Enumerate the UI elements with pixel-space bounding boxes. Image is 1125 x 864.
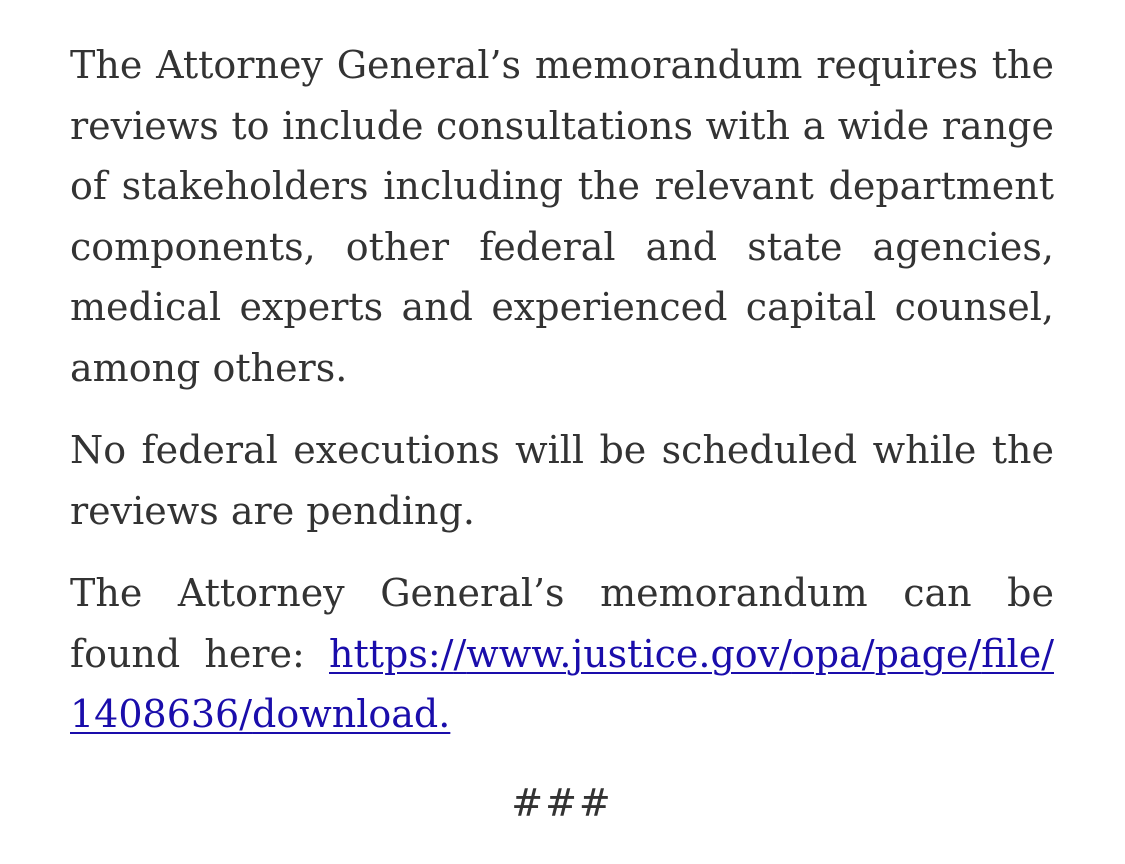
- paragraph-executions-pending: No federal executions will be scheduled while the reviews are pending.: [70, 428, 1054, 533]
- memorandum-link-intro: The Attorney General’s memorandum can be found here:: [70, 571, 1054, 676]
- paragraph-review-consultations: The Attorney General’s memorandum requires the reviews to include consultations with a wide range of stakeholders including the relevant department components, other federal and state agencies, medical experts and experienced capital counsel, among others.: [70, 43, 1054, 390]
- memorandum-download-link[interactable]: https://www.justice.gov/opa/page/file/1408636/download.: [70, 631, 1054, 736]
- end-of-release-mark: ###: [511, 780, 613, 825]
- document-body: [70, 35, 1054, 833]
- paragraph-memorandum-link: [70, 563, 1054, 745]
